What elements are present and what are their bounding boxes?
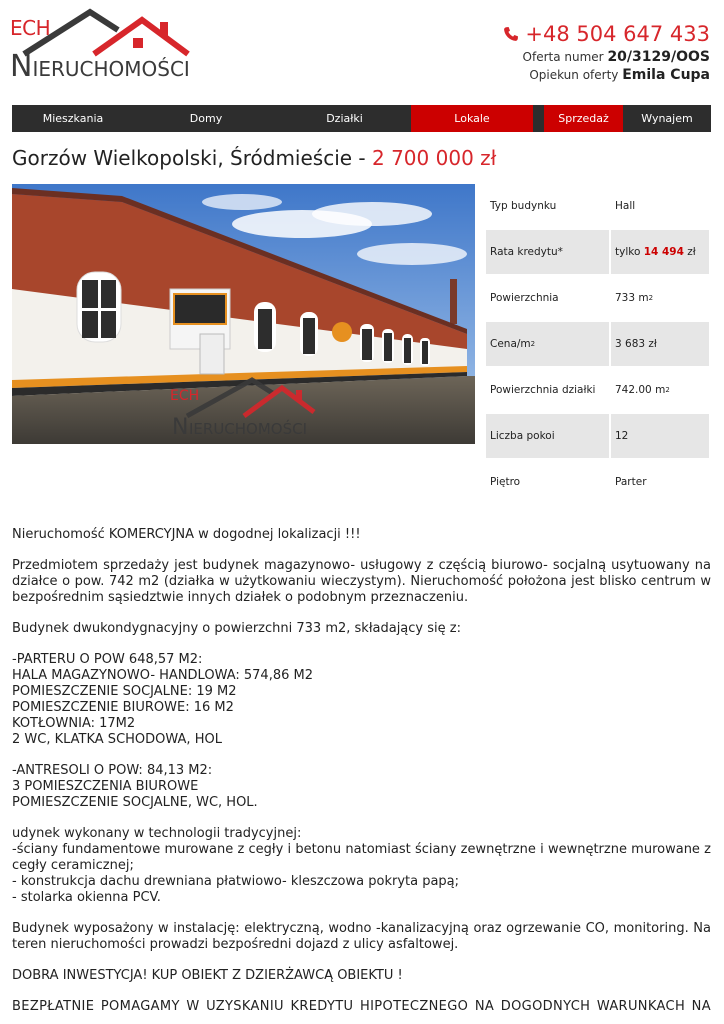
listing-location: Gorzów Wielkopolski, Śródmieście - <box>12 146 372 170</box>
loan-installment-amount: 14 494 <box>643 246 684 258</box>
logo-ech-text: ECH <box>10 16 51 40</box>
description-line: 3 POMIESZCZENIA BIUROWE <box>12 779 199 794</box>
property-row-floor <box>486 460 709 504</box>
property-value: tylko 14 494 zł <box>611 230 709 274</box>
property-label: Liczba pokoi <box>486 414 609 458</box>
description-line: HALA MAGAZYNOWO- HANDLOWA: 574,86 M2 <box>12 668 313 683</box>
offer-number-line <box>503 48 710 66</box>
contact-block <box>503 22 710 84</box>
agent-line <box>503 66 710 84</box>
description-line: udynek wykonany w technologii tradycyjnej: <box>12 826 302 841</box>
logo-name-text: NIERUCHOMOŚCI <box>10 49 190 84</box>
property-row-rooms <box>486 414 709 458</box>
nav-item-sprzedaz[interactable]: Sprzedaż <box>544 105 623 132</box>
nav-item-wynajem[interactable]: Wynajem <box>641 112 693 125</box>
photo-watermark-ech: ECH <box>170 388 200 404</box>
description-paragraph: Przedmiotem sprzedaży jest budynek magazynowo- usługowy z częścią biurowo- socjalną usytuowany na działce o pow. 742 m2 (działka w użytkowaniu wieczystym). Nieruchomość położona jest blisko centrum w bezpośrednim sąsiedztwie innych działek o podobnym przeznaczeniu. <box>12 558 711 605</box>
property-value: Hall <box>615 200 636 212</box>
description-paragraph: Nieruchomość KOMERCYJNA w dogodnej lokalizacji !!! <box>12 527 361 542</box>
site-logo[interactable] <box>10 8 192 86</box>
property-label: Piętro <box>490 476 521 488</box>
property-row-price-per-m2 <box>486 322 709 366</box>
offer-number-label: Oferta numer <box>522 50 604 64</box>
description-paragraph: Budynek dwukondygnacyjny o powierzchni 733 m2, składający się z: <box>12 621 461 636</box>
description-paragraph <box>12 652 711 748</box>
agent-name[interactable]: Emila Cupa <box>622 67 710 83</box>
agent-label: Opiekun oferty <box>529 68 619 82</box>
phone-number[interactable]: +48 504 647 433 <box>503 22 710 46</box>
building-photo-illustration <box>12 184 475 444</box>
property-label: Cena/m 2 <box>486 322 609 366</box>
photo-watermark-rest: IERUCHOMOŚCI <box>189 420 308 438</box>
listing-photo[interactable] <box>12 184 475 444</box>
description-line: - konstrukcja dachu drewniana płatwiowo- kleszczowa pokryta papą; <box>12 874 460 889</box>
phone-icon <box>503 26 519 42</box>
property-value: 3 683 zł <box>611 322 709 366</box>
description-line: -PARTERU O POW 648,57 M2: <box>12 652 203 667</box>
description-line: 2 WC, KLATKA SCHODOWA, HOL <box>12 732 222 747</box>
property-row-building-type <box>486 184 709 228</box>
nav-item-lokale[interactable]: Lokale <box>411 105 533 132</box>
listing-price: 2 700 000 zł <box>372 146 497 170</box>
description-line: -ANTRESOLI O POW: 84,13 M2: <box>12 763 213 778</box>
description-paragraph: BEZPŁATNIE POMAGAMY W UZYSKANIU KREDYTU HIPOTECZNEGO NA DOGODNYCH WARUNKACH NA <box>12 999 711 1014</box>
description-line: KOTŁOWNIA: 17M2 <box>12 716 136 731</box>
property-row-area <box>486 276 709 320</box>
photo-watermark-first: N <box>172 415 189 440</box>
description-paragraph: Budynek wyposażony w instalację: elektryczną, wodno -kanalizacyjną oraz ogrzewanie CO, monitoring. Na teren nieruchomości prowadzi bezpośredni dojazd z ulicy asfaltowej. <box>12 921 711 952</box>
listing-description <box>12 527 711 1024</box>
property-label: Powierzchnia działki <box>490 384 596 396</box>
property-label: Rata kredytu* <box>486 230 609 274</box>
listing-title <box>12 146 496 170</box>
property-value: 742.00 m 2 <box>615 384 670 396</box>
property-label: Typ budynku <box>490 200 557 212</box>
description-line: -ściany fundamentowe murowane z cegły i betonu natomiast ściany zewnętrzne i wewnętrzne murowane z cegły ceramicznej; <box>12 842 711 873</box>
description-paragraph: DOBRA INWESTYCJA! KUP OBIEKT Z DZIERŻAWCĄ OBIEKTU ! <box>12 968 403 983</box>
nav-item-mieszkania[interactable]: Mieszkania <box>42 112 104 125</box>
description-line: POMIESZCZENIE SOCJALNE: 19 M2 <box>12 684 237 699</box>
property-value: Parter <box>615 476 647 488</box>
property-label: Powierzchnia <box>490 292 559 304</box>
description-line: - stolarka okienna PCV. <box>12 890 161 905</box>
property-details-table <box>486 184 709 506</box>
property-row-plot-area <box>486 368 709 412</box>
property-row-loan-installment <box>486 230 709 274</box>
property-value: 12 <box>611 414 709 458</box>
offer-number: 20/3129/OOS <box>607 49 710 65</box>
nav-item-domy[interactable]: Domy <box>189 112 223 125</box>
description-line: POMIESZCZENIE SOCJALNE, WC, HOL. <box>12 795 258 810</box>
nav-item-dzialki[interactable]: Działki <box>326 112 363 125</box>
site-header <box>0 0 724 100</box>
description-paragraph <box>12 826 711 906</box>
description-line: POMIESZCZENIE BIUROWE: 16 M2 <box>12 700 234 715</box>
main-nav <box>12 105 711 132</box>
description-paragraph <box>12 763 711 811</box>
property-value: 733 m 2 <box>615 292 654 304</box>
